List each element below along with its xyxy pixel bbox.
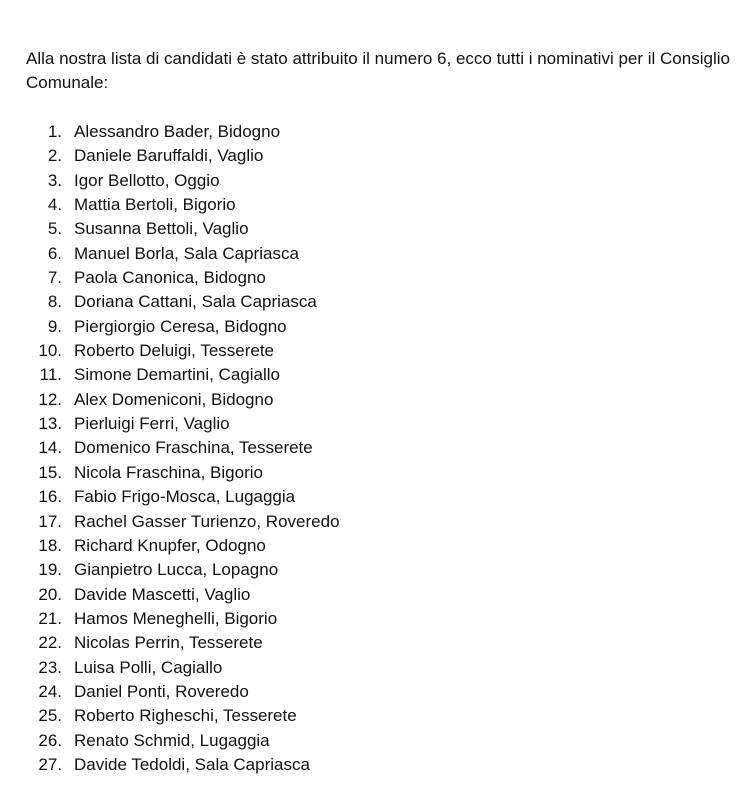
candidate-name: Daniele Baruffaldi, Vaglio xyxy=(74,146,264,166)
candidate-number: 18. xyxy=(38,535,62,555)
candidate-name: Daniel Ponti, Roveredo xyxy=(74,681,249,701)
candidate-name: Davide Mascetti, Vaglio xyxy=(74,584,251,604)
candidate-name: Renato Schmid, Lugaggia xyxy=(74,730,270,750)
candidate-item xyxy=(26,363,340,387)
candidate-number: 7. xyxy=(47,268,62,288)
candidate-name: Alex Domeniconi, Bidogno xyxy=(74,389,274,409)
candidate-item xyxy=(26,583,340,607)
candidate-item xyxy=(26,436,340,460)
candidate-number: 14. xyxy=(38,438,62,458)
candidate-name: Susanna Bettoli, Vaglio xyxy=(74,219,249,239)
candidate-name: Roberto Righeschi, Tesserete xyxy=(74,706,297,726)
candidate-name: Pierluigi Ferri, Vaglio xyxy=(74,414,230,434)
candidate-number: 23. xyxy=(38,657,62,677)
candidate-name: Davide Tedoldi, Sala Capriasca xyxy=(74,754,310,774)
candidate-number: 5. xyxy=(47,219,62,239)
candidate-number: 2. xyxy=(47,146,62,166)
candidate-item xyxy=(26,193,340,217)
candidate-number: 19. xyxy=(38,560,62,580)
candidate-number: 4. xyxy=(47,195,62,215)
candidate-item xyxy=(26,339,340,363)
candidate-item xyxy=(26,242,340,266)
candidate-item xyxy=(26,607,340,631)
candidate-item xyxy=(26,388,340,412)
candidate-item xyxy=(26,704,340,728)
candidate-item xyxy=(26,558,340,582)
candidate-number: 21. xyxy=(38,608,62,628)
candidate-item xyxy=(26,169,340,193)
candidate-name: Luisa Polli, Cagiallo xyxy=(74,657,223,677)
candidate-number: 1. xyxy=(47,122,62,141)
candidate-number: 25. xyxy=(38,706,62,726)
candidate-item xyxy=(26,266,340,290)
candidate-name: Richard Knupfer, Odogno xyxy=(74,535,266,555)
candidate-number: 11. xyxy=(39,365,62,385)
candidate-item xyxy=(26,315,340,339)
candidate-item xyxy=(26,656,340,680)
candidate-number: 22. xyxy=(38,633,62,653)
candidate-name: Rachel Gasser Turienzo, Roveredo xyxy=(74,511,340,531)
candidate-item xyxy=(26,534,340,558)
intro-paragraph: Alla nostra lista di candidati è stato attribuito il numero 6, ecco tutti i nominativi per il Consiglio Comunale: xyxy=(26,49,730,92)
candidate-number: 10. xyxy=(38,341,62,361)
candidate-number: 3. xyxy=(47,170,62,190)
candidate-number: 17. xyxy=(38,511,62,531)
candidate-number: 6. xyxy=(47,243,62,263)
candidate-number: 20. xyxy=(38,584,62,604)
candidate-name: Piergiorgio Ceresa, Bidogno xyxy=(74,316,287,336)
candidate-item xyxy=(26,461,340,485)
candidate-name: Gianpietro Lucca, Lopagno xyxy=(74,560,279,580)
candidate-item xyxy=(26,290,340,314)
candidate-name: Mattia Bertoli, Bigorio xyxy=(74,195,236,215)
candidate-item xyxy=(26,144,340,168)
candidate-name: Paola Canonica, Bidogno xyxy=(74,268,266,288)
candidate-name: Hamos Meneghelli, Bigorio xyxy=(74,608,278,628)
candidate-name: Manuel Borla, Sala Capriasca xyxy=(74,243,299,263)
candidate-list xyxy=(26,120,340,777)
candidate-item xyxy=(26,729,340,753)
candidate-number: 16. xyxy=(38,487,62,507)
candidate-number: 26. xyxy=(38,730,62,750)
candidate-item xyxy=(26,217,340,241)
candidate-number: 9. xyxy=(47,316,62,336)
candidate-number: 15. xyxy=(38,462,62,482)
candidate-number: 27. xyxy=(38,754,62,774)
candidate-number: 8. xyxy=(47,292,62,312)
candidate-name: Roberto Deluigi, Tesserete xyxy=(74,341,275,361)
candidate-name: Igor Bellotto, Oggio xyxy=(74,170,220,190)
candidate-item xyxy=(26,680,340,704)
candidate-name: Nicola Fraschina, Bigorio xyxy=(74,462,263,482)
candidate-number: 13. xyxy=(38,414,62,434)
candidate-number: 24. xyxy=(38,681,62,701)
candidate-name: Simone Demartini, Cagiallo xyxy=(74,365,280,385)
candidate-name: Domenico Fraschina, Tesserete xyxy=(74,438,313,458)
candidate-item xyxy=(26,510,340,534)
candidate-number: 12. xyxy=(38,389,62,409)
candidate-name: Alessandro Bader, Bidogno xyxy=(74,122,281,141)
candidate-item xyxy=(26,753,340,777)
candidate-item xyxy=(26,631,340,655)
candidate-name: Fabio Frigo-Mosca, Lugaggia xyxy=(74,487,296,507)
candidate-name: Doriana Cattani, Sala Capriasca xyxy=(74,292,317,312)
candidate-item xyxy=(26,485,340,509)
candidate-item xyxy=(26,120,340,144)
candidate-name: Nicolas Perrin, Tesserete xyxy=(74,633,263,653)
candidate-item xyxy=(26,412,340,436)
